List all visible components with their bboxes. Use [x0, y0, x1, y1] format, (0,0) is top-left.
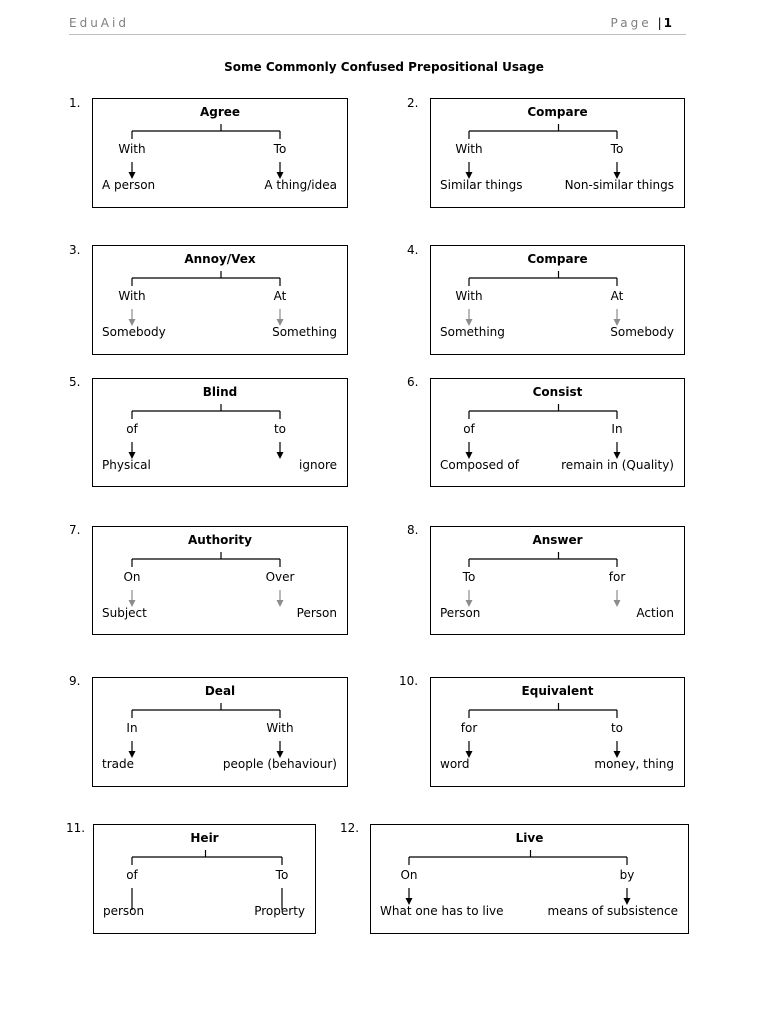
diagram-number: 11.	[66, 821, 86, 835]
left-object: Composed of	[440, 458, 520, 472]
diagram-box	[430, 378, 685, 487]
diagram-number: 1.	[69, 96, 81, 110]
diagram-number: 5.	[69, 375, 81, 389]
left-preposition: With	[118, 142, 146, 156]
left-preposition: of	[126, 868, 138, 882]
diagram-number: 6.	[407, 375, 419, 389]
diagram-heading: Consist	[532, 385, 583, 399]
diagram-box	[93, 824, 316, 934]
right-preposition: At	[273, 289, 287, 303]
diagram-box	[92, 245, 348, 355]
diagram-box	[92, 98, 348, 208]
left-preposition: of	[126, 422, 138, 436]
diagram-box	[430, 526, 685, 635]
diagram-heading: Compare	[527, 105, 588, 119]
left-object: Person	[440, 606, 481, 620]
diagram-box	[92, 677, 348, 787]
header-page	[611, 16, 672, 30]
right-object: A thing/idea	[264, 178, 337, 192]
diagram-box	[430, 98, 685, 208]
diagram-heading: Answer	[532, 533, 583, 547]
right-object: money, thing	[594, 757, 674, 771]
right-preposition: To	[610, 142, 624, 156]
diagram-heading: Annoy/Vex	[184, 252, 256, 266]
diagram-box	[92, 378, 348, 487]
left-object: Subject	[102, 606, 147, 620]
header-brand: EduAid	[69, 16, 129, 30]
right-preposition: by	[619, 868, 635, 882]
right-object: Somebody	[610, 325, 674, 339]
right-preposition: At	[610, 289, 624, 303]
diagram-number: 10.	[399, 674, 419, 688]
right-object: Something	[272, 325, 337, 339]
diagram-number: 8.	[407, 523, 419, 537]
left-preposition: With	[455, 142, 483, 156]
diagram-heading: Heir	[190, 831, 219, 845]
left-preposition: With	[118, 289, 146, 303]
left-preposition: To	[462, 570, 476, 584]
diagram-box	[430, 677, 685, 787]
page-number: 1	[663, 16, 672, 30]
left-preposition: On	[400, 868, 418, 882]
right-arrow-head	[277, 452, 284, 459]
diagram-heading: Agree	[199, 105, 241, 119]
page-label: Page	[610, 16, 652, 30]
diagram-box	[370, 824, 689, 934]
left-preposition: With	[455, 289, 483, 303]
left-object: Somebody	[102, 325, 166, 339]
diagram-number: 3.	[69, 243, 81, 257]
right-preposition: to	[610, 721, 624, 735]
diagram-number: 4.	[407, 243, 419, 257]
right-preposition: In	[611, 422, 623, 436]
left-object: trade	[102, 757, 134, 771]
right-preposition: Over	[265, 570, 295, 584]
diagram-number: 2.	[407, 96, 419, 110]
left-object: person	[103, 904, 145, 918]
right-object: remain in (Quality)	[561, 458, 674, 472]
right-object: Action	[636, 606, 674, 620]
left-object: word	[440, 757, 470, 771]
left-preposition: On	[123, 570, 141, 584]
page-title: Some Commonly Confused Prepositional Usage	[224, 60, 544, 74]
left-preposition: for	[460, 721, 478, 735]
right-arrow-head	[277, 600, 284, 607]
diagram-heading: Deal	[204, 684, 236, 698]
left-object: What one has to live	[380, 904, 504, 918]
right-preposition: With	[266, 721, 294, 735]
diagram-box	[430, 245, 685, 355]
right-preposition: for	[608, 570, 626, 584]
right-arrow-head	[614, 600, 621, 607]
right-object: means of subsistence	[547, 904, 678, 918]
diagram-number: 12.	[340, 821, 360, 835]
right-object: people (behaviour)	[222, 757, 337, 771]
right-preposition: To	[273, 142, 287, 156]
left-object: Something	[440, 325, 505, 339]
left-preposition: In	[126, 721, 138, 735]
right-object: ignore	[299, 458, 337, 472]
page-separator: |	[657, 16, 662, 30]
diagram-number: 9.	[69, 674, 81, 688]
header-rule	[69, 34, 686, 35]
right-object: Person	[296, 606, 337, 620]
diagram-number: 7.	[69, 523, 81, 537]
left-object: Similar things	[440, 178, 523, 192]
diagram-box	[92, 526, 348, 635]
right-object: Property	[254, 904, 305, 918]
diagram-heading: Compare	[527, 252, 588, 266]
diagram-heading: Blind	[202, 385, 238, 399]
diagram-heading: Authority	[188, 533, 252, 547]
right-object: Non-similar things	[564, 178, 674, 192]
left-object: Physical	[102, 458, 151, 472]
right-preposition: To	[275, 868, 289, 882]
left-object: A person	[102, 178, 156, 192]
diagram-heading: Equivalent	[521, 684, 594, 698]
right-preposition: to	[273, 422, 287, 436]
diagram-heading: Live	[515, 831, 544, 845]
left-preposition: of	[463, 422, 475, 436]
